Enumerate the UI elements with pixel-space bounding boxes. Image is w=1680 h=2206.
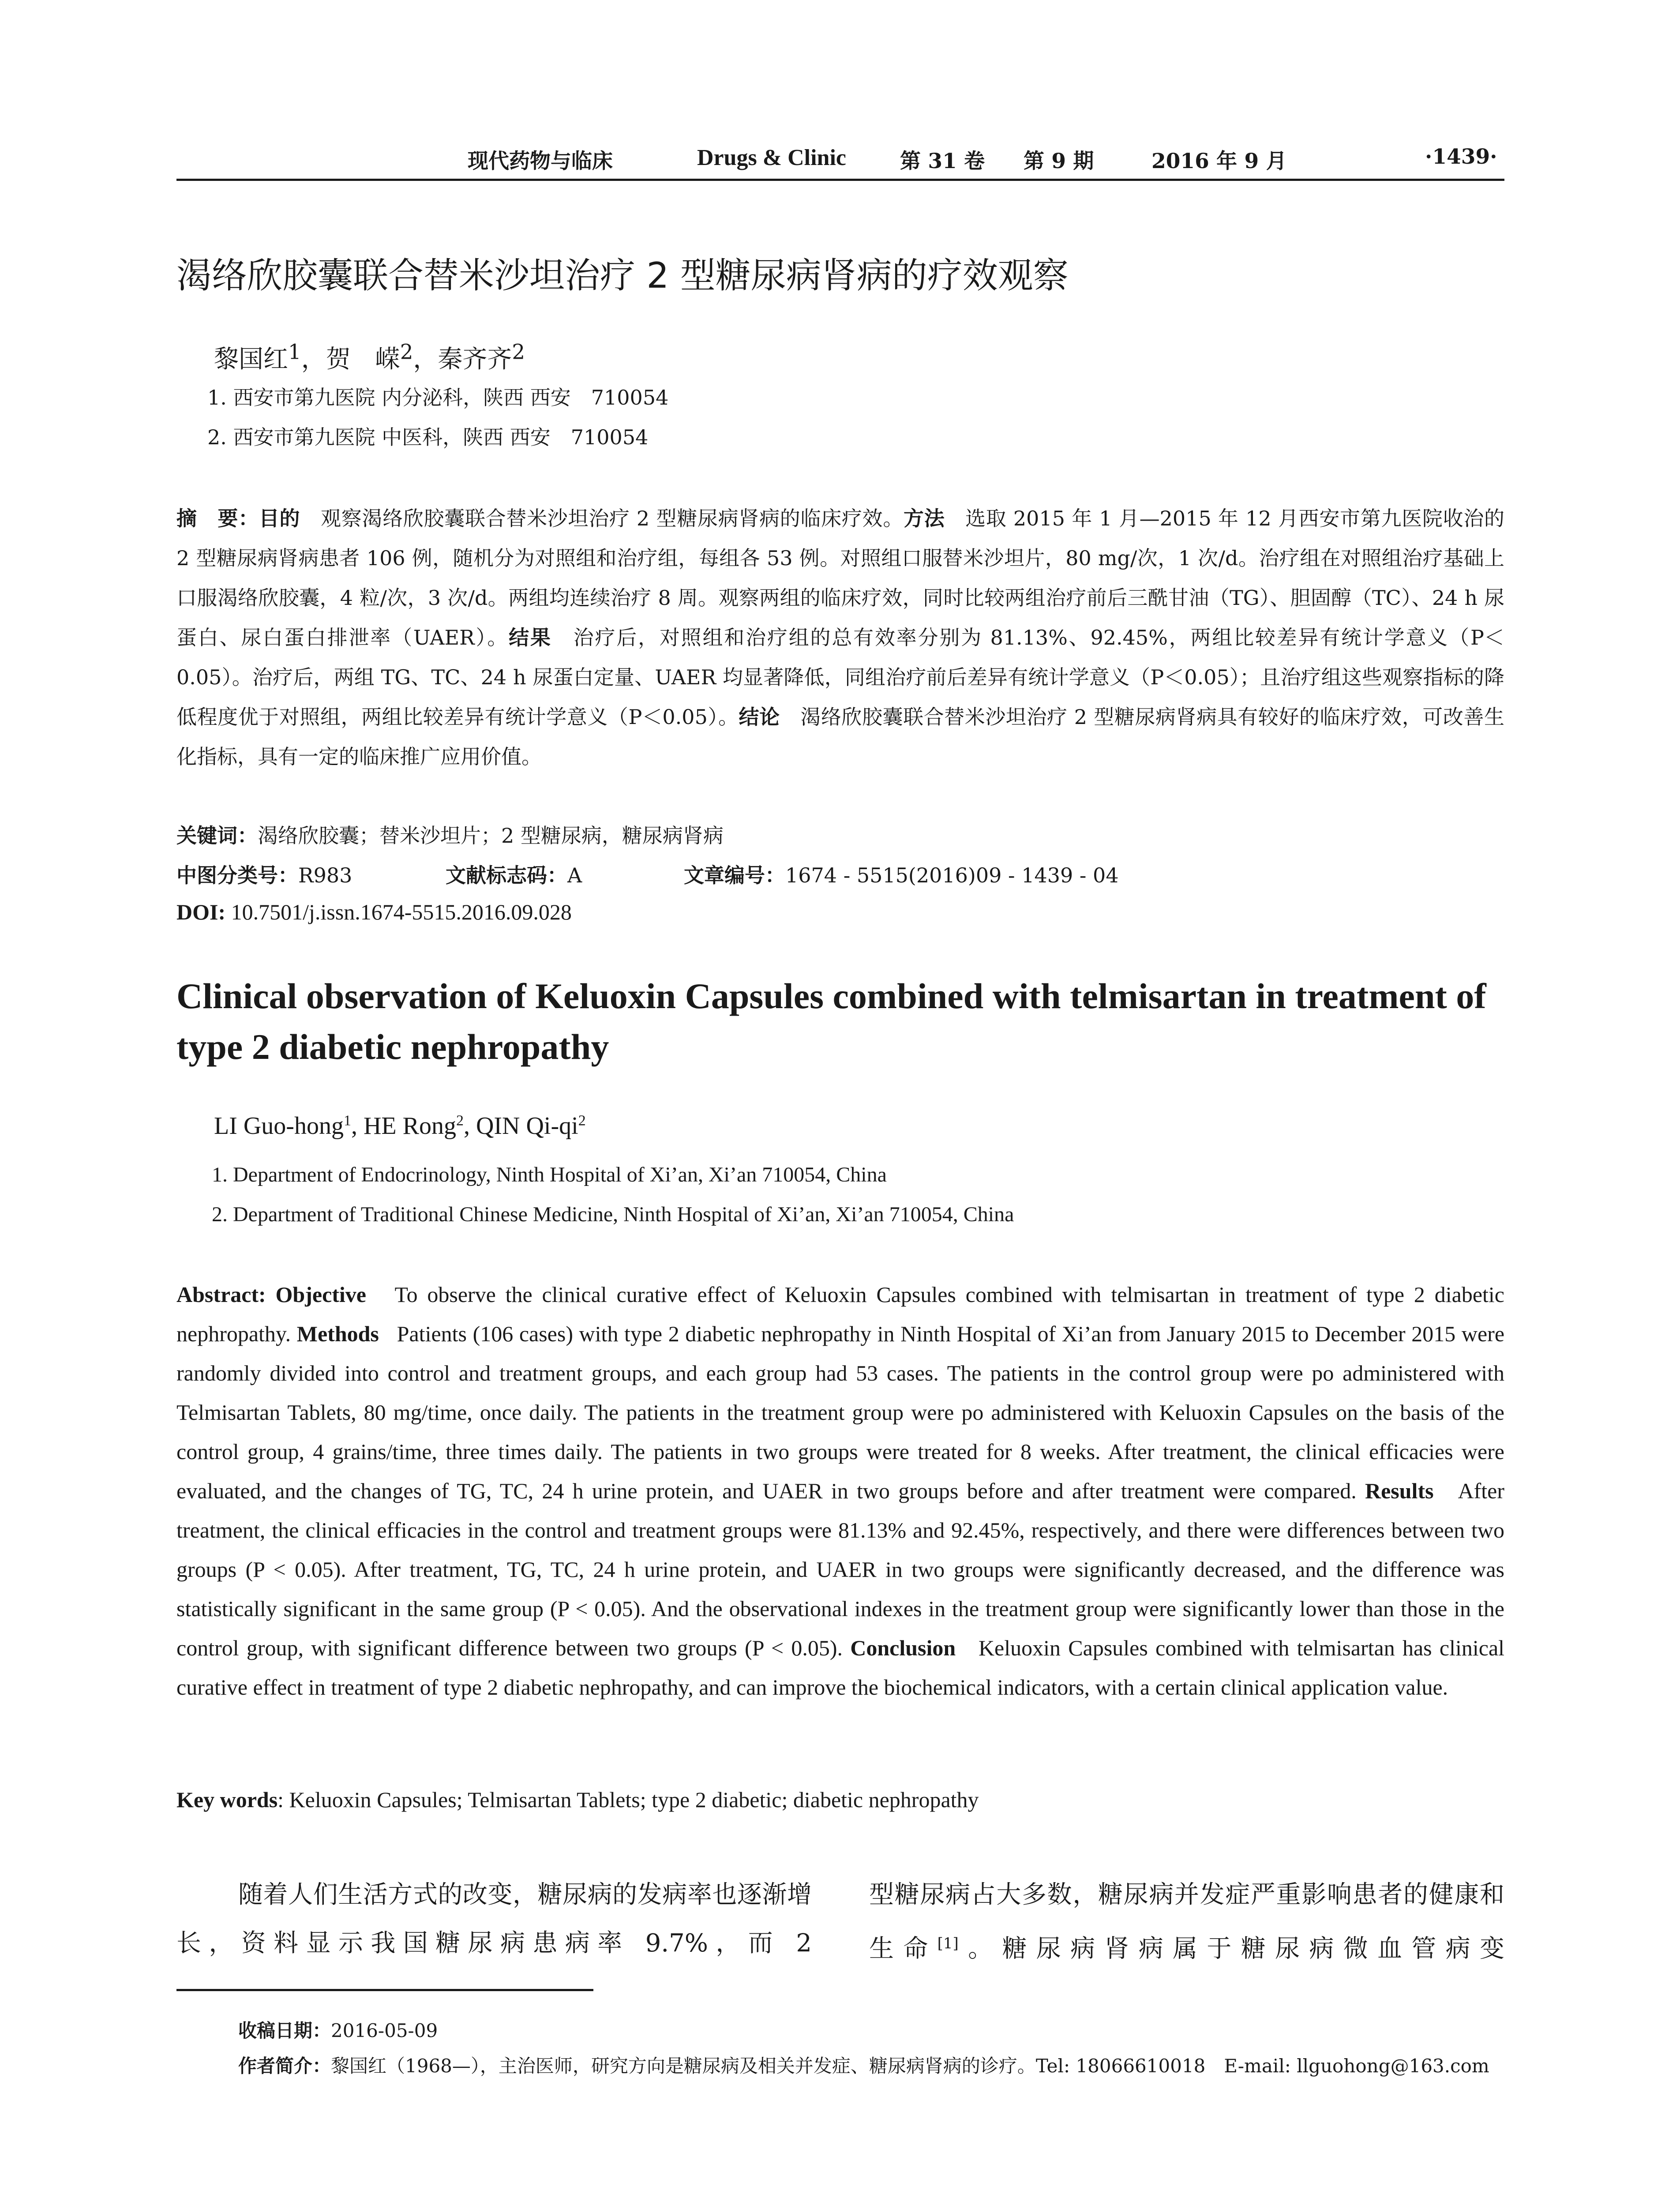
page-number: ·1439· xyxy=(1425,145,1497,169)
abstract-label: Abstract: xyxy=(176,1282,266,1307)
methods-label: Methods xyxy=(296,1321,379,1346)
body-column-left xyxy=(176,1871,812,1968)
journal-name-cn: 现代药物与临床 xyxy=(468,149,613,173)
article-title-en: Clinical observation of Keluoxin Capsules combined with telmisartan in treatment of type 2 diabetic nephropathy xyxy=(176,976,1486,1067)
results-label: Results xyxy=(1365,1478,1434,1503)
doi-label: DOI: xyxy=(176,900,226,924)
objective-text: 观察渴络欣胶囊联合替米沙坦治疗 2 型糖尿病肾病的临床疗效。 xyxy=(320,506,904,530)
author-name: 黎国红 xyxy=(214,345,288,374)
author-affil-mark: 2 xyxy=(400,340,413,364)
body-column-right xyxy=(869,1871,1504,1973)
author-affil-mark: 2 xyxy=(456,1112,464,1129)
doc-code-value: A xyxy=(567,863,582,887)
citation-ref: [1] xyxy=(937,1935,959,1952)
running-header xyxy=(176,141,1504,176)
author-name: HE Rong xyxy=(363,1112,456,1140)
conclusion-label: Conclusion xyxy=(850,1636,956,1660)
author-name: LI Guo-hong xyxy=(214,1112,344,1140)
author-affil-mark: 2 xyxy=(578,1112,586,1129)
objective-label: 目的 xyxy=(259,506,300,530)
doc-code-label: 文献标志码： xyxy=(446,863,567,887)
objective-text: To observe the clinical curative effect of Keluoxin Capsules combined with telmisartan in treatment of type 2 diabetic nephropathy. xyxy=(176,1282,1504,1346)
clc-value: R983 xyxy=(298,863,352,887)
methods-label: 方法 xyxy=(904,506,945,530)
author-list-en: LI Guo-hong$^1$, HE Rong$^2$, QIN $Qi-qi^2$ xyxy=(214,1112,586,1140)
clc-label: 中图分类号： xyxy=(176,863,298,887)
affiliation-cn-2: 2. 西安市第九医院 中医科，陕西 西安 710054 xyxy=(207,425,649,449)
doi-line xyxy=(176,899,572,925)
article-id-value: 1674 - 5515(2016)09 - 1439 - 04 xyxy=(785,863,1119,887)
keywords-en xyxy=(176,1787,979,1812)
article-title-cn: 渴络欣胶囊联合替米沙坦治疗 2 型糖尿病肾病的疗效观察 xyxy=(176,255,1069,296)
received-label: 收稿日期： xyxy=(238,2020,331,2041)
author-name: 贺 嵘 xyxy=(326,345,400,374)
affiliation-cn-1: 1. 西安市第九医院 内分泌科，陕西 西安 710054 xyxy=(207,386,669,409)
issue-date: 2016 年 9 月 xyxy=(1151,149,1287,173)
keywords-text: : Keluoxin Capsules; Telmisartan Tablets; type 2 diabetic; diabetic nephropathy xyxy=(278,1787,979,1812)
article-id-label: 文章编号： xyxy=(684,863,785,887)
author-affil-mark: 1 xyxy=(288,340,301,364)
results-label: 结果 xyxy=(509,626,552,649)
abstract-en xyxy=(176,1275,1504,1707)
footnote-rule xyxy=(176,1989,593,1991)
author-affil-mark: 1 xyxy=(343,1112,351,1129)
abstract-label: 摘 要： xyxy=(176,506,259,530)
body-text: 。糖尿病肾病属于糖尿病微血管病变 xyxy=(958,1934,1505,1963)
keywords-label: Key words xyxy=(176,1787,278,1812)
keywords-label: 关键词： xyxy=(176,824,258,848)
received-date xyxy=(238,2016,438,2043)
methods-text: 选取 2015 年 1 月—2015 年 12 月西安市第九医院收治的 2 型糖尿病肾病患者 106 例，随机分为对照组和治疗组，每组各 53 例。对照组口服替米沙坦片，80 mg/次，1 次/d。治疗组在对照组治疗基础上口服渴络欣胶囊，4 粒/次，3 次/d。两组均连续治疗 8 周。观察两组的临床疗效，同时比较两组治疗前后三酰甘油（TG）、胆固醇（TC）、24 h 尿蛋白、尿白蛋白排泄率（UAER）。 xyxy=(176,506,1505,649)
received-value: 2016-05-09 xyxy=(331,2020,438,2041)
author-name: QIN Qi-qi xyxy=(476,1112,578,1140)
conclusion-label: 结论 xyxy=(739,705,780,729)
results-text: 治疗后，对照组和治疗组的总有效率分别为 81.13%、92.45%，两组比较差异有统计学意义（P＜0.05）。治疗后，两组 TG、TC、24 h 尿蛋白定量、UAER 均显著降低，同组治疗前后差异有统计学意义（P＜0.05）；且治疗组这些观察指标的降低程度优于对照组，两组比较差异有统计学意义（P＜0.05）。 xyxy=(176,626,1504,729)
methods-text: Patients (106 cases) with type 2 diabetic nephropathy in Ninth Hospital of Xi’an from January 2015 to December 2015 were randomly divided into control and treatment groups, and each group had 53 cases. The patients in the control group were po administered with Telmisartan Tablets, 80 mg/time, once daily. The patients in the treatment group were po administered with Keluoxin Capsules on the basis of the control group, 4 grains/time, three times daily. The patients in two groups were treated for 8 weeks. After treatment, the clinical efficacies were evaluated, and the changes of TG, TC, 24 h urine protein, and UAER in two groups before and after treatment were compared. xyxy=(176,1321,1505,1503)
body-text: 型糖尿病占大多数，糖尿病并发症严重影响患者的健康和生命 xyxy=(869,1880,1504,1963)
body-paragraph xyxy=(869,1871,1504,1973)
body-paragraph: 随着人们生活方式的改变，糖尿病的发病率也逐渐增长，资料显示我国糖尿病患病率 9.7%，而 2 xyxy=(176,1880,812,1958)
author-bio-label: 作者简介： xyxy=(238,2055,331,2077)
author-affil-mark: 2 xyxy=(512,340,525,364)
issue: 第 9 期 xyxy=(1024,149,1094,173)
journal-name-en: Drugs & Clinic xyxy=(697,145,846,170)
objective-label: Objective xyxy=(275,1282,366,1307)
author-bio xyxy=(238,2052,1489,2078)
results-text: After treatment, the clinical efficacies in the control and treatment groups were 81.13% and 92.45%, respectively, and there were differences between two groups (P < 0.05). After treatment, TG, TC, 24 h urine protein, and UAER in two groups were significantly decreased, and the difference was statistically significant in the same group (P < 0.05). And the observational indexes in the treatment group were significantly lower than those in the control group, with significant difference between two groups (P < 0.05). xyxy=(176,1478,1504,1660)
doi-value: 10.7501/j.issn.1674-5515.2016.09.028 xyxy=(231,900,572,924)
author-list-cn: 黎国红$^1$，贺 嵘$^2$，秦齐齐$^2$ xyxy=(214,340,525,374)
classification-line xyxy=(176,859,1119,889)
keywords-cn xyxy=(176,820,724,849)
affiliation-en-2: 2. Department of Traditional Chinese Medicine, Ninth Hospital of Xi’an, Xi’an 710054, China xyxy=(212,1203,1014,1226)
author-name: 秦齐齐 xyxy=(438,345,512,374)
volume: 第 31 卷 xyxy=(900,149,985,173)
conclusion-text: 渴络欣胶囊联合替米沙坦治疗 2 型糖尿病肾病具有较好的临床疗效，可改善生化指标，具有一定的临床推广应用价值。 xyxy=(176,705,1505,769)
affiliation-en-1: 1. Department of Endocrinology, Ninth Hospital of Xi’an, Xi’an 710054, China xyxy=(212,1163,887,1186)
header-rule xyxy=(176,179,1504,181)
conclusion-text: Keluoxin Capsules combined with telmisartan has clinical curative effect in treatment of type 2 diabetic nephropathy, and can improve the biochemical indicators, with a certain clinical application value. xyxy=(176,1636,1505,1700)
abstract-cn xyxy=(176,499,1504,777)
keywords-text: 渴络欣胶囊；替米沙坦片；2 型糖尿病，糖尿病肾病 xyxy=(258,824,724,848)
author-bio-text: 黎国红（1968—），主治医师，研究方向是糖尿病及相关并发症、糖尿病肾病的诊疗。Tel: 18066610018 E-mail: llguohong@163.com xyxy=(331,2055,1489,2077)
